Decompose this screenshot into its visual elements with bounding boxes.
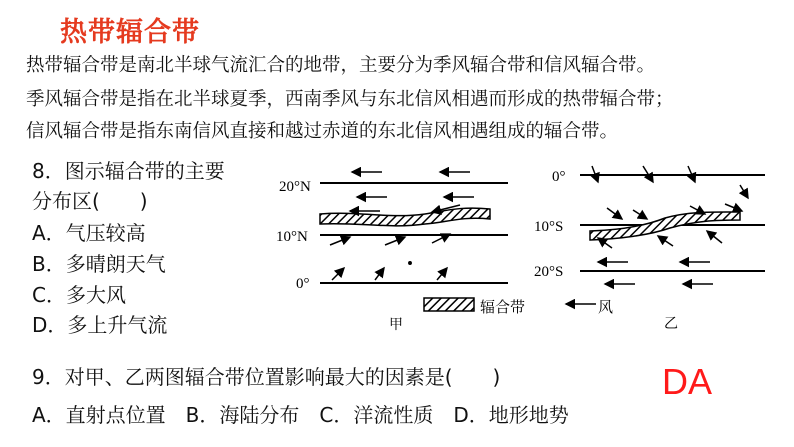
- q8-stem-line2: 分布区( ): [32, 189, 148, 213]
- wind-arrows-yi-top: [592, 166, 748, 198]
- wind-arrows-yi-bottom: [598, 262, 713, 284]
- convergence-zone-band: [320, 208, 490, 226]
- lat-label-10s: 10°S: [534, 219, 564, 235]
- lat-label-20n: 20°N: [279, 179, 311, 195]
- q8-option-b: B．多晴朗天气: [32, 252, 166, 276]
- diagram-yi: [534, 166, 765, 332]
- legend-wind-label: 风: [598, 300, 614, 316]
- intro-line-3: 信风辐合带是指东南信风直接和越过赤道的东北信风相遇组成的辐合带。: [26, 121, 619, 142]
- q8-option-c: C．多大风: [32, 283, 126, 307]
- legend: [424, 298, 613, 316]
- caption-yi: 乙: [664, 317, 678, 332]
- intro-line-1: 热带辐合带是南北半球气流汇合的地带，主要分为季风辐合带和信风辐合带。: [26, 55, 656, 76]
- legend-zone-swatch: [424, 298, 474, 311]
- lat-label-20s: 20°S: [534, 264, 564, 280]
- lat-label-0-right: 0°: [552, 169, 566, 185]
- wind-arrows-jia-bottom: [332, 262, 447, 280]
- caption-jia: 甲: [389, 318, 403, 333]
- legend-zone-label: 辐合带: [480, 300, 526, 316]
- lat-label-10n: 10°N: [276, 229, 308, 245]
- q8-option-a: A．气压较高: [32, 221, 146, 245]
- lat-label-0-left: 0°: [296, 276, 310, 292]
- answer-text: DA: [662, 361, 713, 402]
- q8-option-d: D．多上升气流: [32, 313, 168, 337]
- q9-stem: 9．对甲、乙两图辐合带位置影响最大的因素是( ): [32, 365, 501, 389]
- intro-line-2: 季风辐合带是指在北半球夏季，西南季风与东北信风相遇而形成的热带辐合带；: [26, 89, 674, 110]
- q8-stem-line1: 8．图示辐合带的主要: [32, 159, 225, 183]
- q9-options: A．直射点位置 B．海陆分布 C．洋流性质 D．地形地势: [32, 403, 569, 427]
- page-title: 热带辐合带: [60, 17, 200, 48]
- wind-arrows-jia-top: [352, 172, 474, 197]
